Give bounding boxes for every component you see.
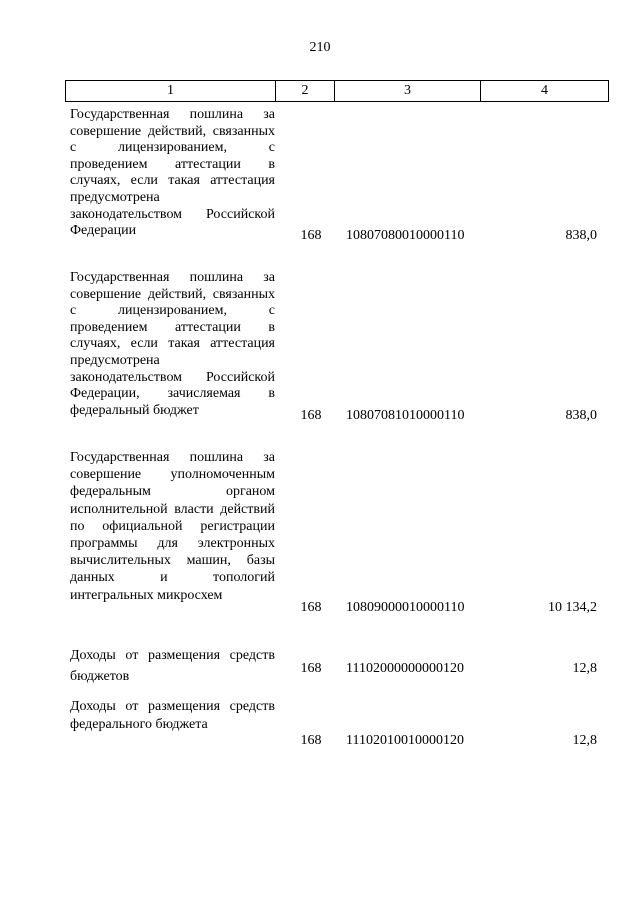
amount: 12,8	[572, 661, 597, 676]
table-header	[65, 80, 609, 102]
admin-code: 168	[300, 408, 322, 423]
revenue-name: Доходы от размещения средств бюджетов	[70, 648, 275, 684]
budget-classification-code: 10807080010000110	[346, 228, 465, 243]
page-number: 210	[309, 40, 331, 55]
admin-code: 168	[300, 661, 322, 676]
column-header-1: 1	[167, 83, 174, 98]
admin-code: 168	[300, 228, 322, 243]
revenue-name: Государственная пошлина за совершение уполномоченным федеральным органом исполнительной власти действий по официальной регистрации программы для электронных вычислительных машин, базы данных и топологий интегральных микросхем	[70, 450, 275, 603]
column-header-4: 4	[541, 83, 548, 98]
budget-classification-code: 10807081010000110	[346, 408, 465, 423]
revenue-name: Государственная пошлина за совершение действий, связанных с лицензированием, с проведением аттестации в случаях, если такая аттестация предусмотрена законодательством Российской Федерации	[70, 107, 275, 239]
amount: 12,8	[572, 733, 597, 748]
budget-classification-code: 10809000010000110	[346, 600, 465, 615]
revenue-name: Государственная пошлина за совершение действий, связанных с лицензированием, с проведением аттестации в случаях, если такая аттестация предусмотрена законодательством Российской Федерации, зачисляемая в федеральный бюджет	[70, 270, 275, 418]
admin-code: 168	[300, 600, 322, 615]
amount: 838,0	[565, 228, 597, 243]
budget-classification-code: 11102000000000120	[346, 661, 464, 676]
amount: 10 134,2	[548, 600, 597, 615]
budget-classification-code: 11102010010000120	[346, 733, 464, 748]
amount: 838,0	[565, 408, 597, 423]
admin-code: 168	[300, 733, 322, 748]
revenue-name: Доходы от размещения средств федерального бюджета	[70, 699, 275, 732]
column-header-3: 3	[404, 83, 411, 98]
column-header-2: 2	[301, 83, 309, 98]
